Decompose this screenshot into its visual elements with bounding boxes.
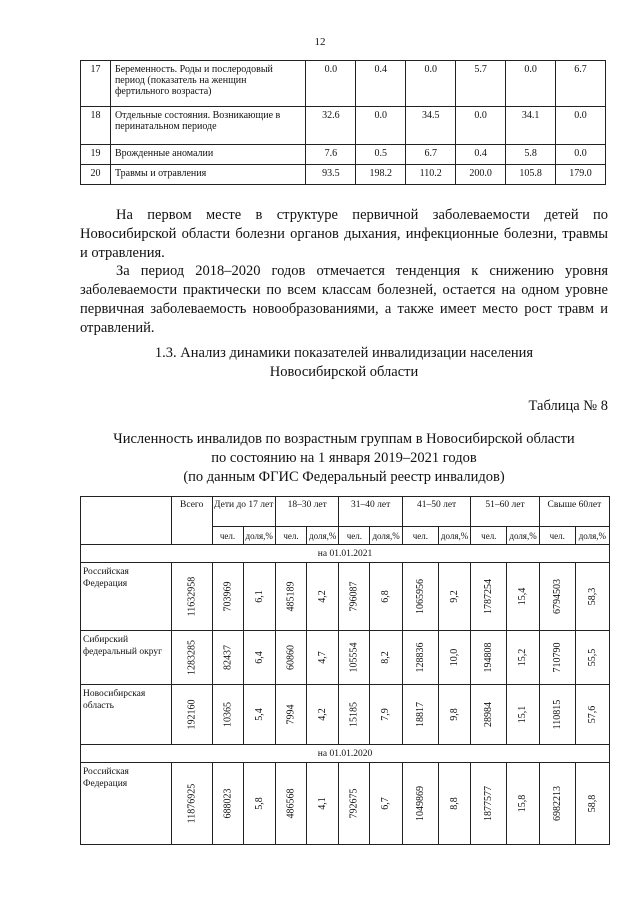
people-header: чел. — [275, 527, 306, 545]
people-value: 18817 — [414, 702, 426, 727]
people-value: 28984 — [483, 702, 495, 727]
people-value: 796087 — [348, 581, 360, 612]
people-header: чел. — [339, 527, 370, 545]
people-cell — [212, 563, 243, 631]
people-value: 792675 — [348, 788, 360, 819]
people-value: 7994 — [285, 704, 297, 725]
people-value: 105554 — [348, 642, 360, 673]
people-value: 710790 — [551, 642, 563, 673]
share-value: 58,8 — [586, 794, 598, 813]
people-value: 110815 — [551, 699, 563, 730]
share-header: доля,% — [507, 527, 539, 545]
row-number: 17 — [81, 61, 111, 107]
table-label: Таблица № 8 — [528, 398, 608, 414]
people-cell — [339, 685, 370, 745]
people-value: 486568 — [285, 788, 297, 819]
share-value: 4,7 — [317, 651, 329, 664]
share-cell — [575, 631, 609, 685]
people-value: 10365 — [222, 702, 233, 727]
table-row — [81, 563, 610, 631]
table-title-line2: по состоянию на 1 января 2019–2021 годов — [211, 450, 477, 466]
page-number: 12 — [314, 36, 326, 48]
share-value: 57,6 — [586, 705, 598, 724]
share-cell — [507, 631, 539, 685]
people-cell — [402, 631, 438, 685]
rate-value: 34.1 — [506, 107, 556, 145]
people-cell — [275, 763, 306, 845]
rate-value: 179.0 — [556, 165, 606, 185]
share-value: 6,7 — [380, 797, 392, 810]
share-cell — [243, 685, 275, 745]
people-cell — [275, 685, 306, 745]
total-value: 192160 — [186, 699, 198, 730]
share-value: 10,0 — [449, 648, 461, 667]
share-cell — [306, 563, 338, 631]
total-value: 11876925 — [186, 783, 198, 824]
share-value: 5,8 — [253, 797, 265, 810]
people-value: 688023 — [222, 788, 233, 819]
share-cell — [243, 763, 275, 845]
rate-value: 6.7 — [406, 145, 456, 165]
total-cell — [171, 685, 212, 745]
rate-value: 0.5 — [356, 145, 406, 165]
disease-name: Травмы и отравления — [110, 165, 306, 185]
rate-value: 0.0 — [556, 107, 606, 145]
age-group-header: 41–50 лет — [402, 497, 470, 527]
table-title — [80, 430, 608, 487]
age-group-header: 18–30 лет — [275, 497, 338, 527]
people-cell — [471, 763, 507, 845]
share-value: 15,8 — [517, 794, 529, 813]
share-value: 9,2 — [449, 590, 461, 603]
share-cell — [438, 763, 470, 845]
share-cell — [507, 763, 539, 845]
people-cell — [212, 631, 243, 685]
people-cell — [539, 685, 575, 745]
people-header: чел. — [212, 527, 243, 545]
people-value: 60860 — [285, 645, 297, 670]
table-row — [81, 165, 606, 185]
region-name: Российская Федерация — [81, 563, 172, 631]
section-row — [81, 745, 610, 763]
share-value: 4,1 — [317, 797, 329, 810]
region-name: Новосибирская область — [81, 685, 172, 745]
share-value: 8,8 — [449, 797, 461, 810]
share-cell — [306, 763, 338, 845]
share-cell — [575, 685, 609, 745]
total-value: 1283285 — [186, 640, 198, 676]
rate-value: 5.7 — [456, 61, 506, 107]
people-cell — [471, 631, 507, 685]
share-value: 6,8 — [380, 590, 392, 603]
rate-value: 198.2 — [356, 165, 406, 185]
share-cell — [370, 631, 402, 685]
rate-value: 93.5 — [306, 165, 356, 185]
share-cell — [438, 563, 470, 631]
share-cell — [575, 563, 609, 631]
share-header: доля,% — [438, 527, 470, 545]
header-row — [81, 497, 610, 527]
share-cell — [438, 685, 470, 745]
rate-value: 0.0 — [556, 145, 606, 165]
rate-value: 0.4 — [456, 145, 506, 165]
total-cell — [171, 631, 212, 685]
rate-value: 32.6 — [306, 107, 356, 145]
region-name: Сибирский федеральный округ — [81, 631, 172, 685]
disability-table — [80, 496, 610, 845]
people-cell — [539, 763, 575, 845]
table-row — [81, 145, 606, 165]
people-value: 1049869 — [414, 786, 426, 821]
header-corner — [81, 497, 172, 545]
share-value: 8,2 — [380, 651, 392, 664]
people-value: 703969 — [222, 581, 233, 612]
people-cell — [402, 763, 438, 845]
header-total: Всего — [171, 497, 212, 545]
share-value: 15,2 — [517, 648, 529, 667]
people-header: чел. — [539, 527, 575, 545]
section-label: на 01.01.2021 — [81, 545, 610, 563]
people-value: 1065956 — [414, 579, 426, 614]
people-header: чел. — [402, 527, 438, 545]
people-cell — [339, 763, 370, 845]
rate-value: 110.2 — [406, 165, 456, 185]
table-row — [81, 61, 606, 107]
share-cell — [370, 685, 402, 745]
share-header: доля,% — [243, 527, 275, 545]
people-value: 6794503 — [551, 579, 563, 614]
row-number: 19 — [81, 145, 111, 165]
people-cell — [471, 685, 507, 745]
section-heading — [80, 344, 608, 382]
rate-value: 0.0 — [506, 61, 556, 107]
share-header: доля,% — [370, 527, 402, 545]
share-value: 15,1 — [517, 705, 529, 724]
people-cell — [539, 563, 575, 631]
people-value: 6982213 — [551, 786, 563, 821]
disease-name: Отдельные состояния. Возникающие в перинатальном периоде — [110, 107, 306, 145]
rate-value: 0.0 — [306, 61, 356, 107]
people-cell — [275, 631, 306, 685]
share-value: 4,2 — [317, 708, 329, 721]
people-cell — [471, 563, 507, 631]
share-value: 15,4 — [517, 587, 529, 606]
share-cell — [306, 685, 338, 745]
table-row — [81, 685, 610, 745]
share-cell — [243, 631, 275, 685]
share-header: доля,% — [306, 527, 338, 545]
section-heading-line2: Новосибирской области — [269, 364, 419, 380]
row-number: 18 — [81, 107, 111, 145]
share-cell — [438, 631, 470, 685]
people-cell — [402, 685, 438, 745]
rate-value: 105.8 — [506, 165, 556, 185]
share-value: 55,5 — [586, 648, 598, 667]
total-cell — [171, 563, 212, 631]
share-value: 7,9 — [380, 708, 392, 721]
people-value: 1877577 — [483, 786, 495, 821]
section-row — [81, 545, 610, 563]
share-value: 6,1 — [253, 590, 265, 603]
disease-name: Врожденные аномалии — [110, 145, 306, 165]
table-row — [81, 763, 610, 845]
section-heading-line1: 1.3. Анализ динамики показателей инвалидизации населения — [154, 345, 534, 361]
age-group-header: Дети до 17 лет — [212, 497, 275, 527]
share-header: доля,% — [575, 527, 609, 545]
share-cell — [370, 763, 402, 845]
rate-value: 5.8 — [506, 145, 556, 165]
people-cell — [339, 563, 370, 631]
share-cell — [243, 563, 275, 631]
people-cell — [339, 631, 370, 685]
table-title-line1: Численность инвалидов по возрастным группам в Новосибирской области — [113, 431, 575, 447]
share-value: 9,8 — [449, 708, 461, 721]
rate-value: 34.5 — [406, 107, 456, 145]
share-value: 4,2 — [317, 590, 329, 603]
age-group-header: Свыше 60лет — [539, 497, 609, 527]
share-value: 6,4 — [253, 651, 265, 664]
rate-value: 200.0 — [456, 165, 506, 185]
row-number: 20 — [81, 165, 111, 185]
total-value: 11632958 — [186, 576, 198, 617]
share-value: 5,4 — [253, 708, 265, 721]
people-value: 1787254 — [483, 579, 495, 614]
people-cell — [275, 563, 306, 631]
people-value: 194808 — [483, 642, 495, 673]
age-group-header: 31–40 лет — [339, 497, 402, 527]
people-value: 485189 — [285, 581, 297, 612]
people-value: 82437 — [222, 645, 233, 670]
people-value: 128836 — [414, 642, 426, 673]
table-row — [81, 631, 610, 685]
share-cell — [575, 763, 609, 845]
rate-value: 0.0 — [406, 61, 456, 107]
region-name: Российская Федерация — [81, 763, 172, 845]
people-cell — [539, 631, 575, 685]
people-cell — [212, 685, 243, 745]
disease-name: Беременность. Роды и послеродовый период (показатель на женщин фертильного возраста) — [110, 61, 306, 107]
share-cell — [306, 631, 338, 685]
disease-table — [80, 60, 606, 185]
table-title-line3: (по данным ФГИС Федеральный реестр инвалидов) — [183, 469, 505, 485]
share-cell — [507, 685, 539, 745]
rate-value: 0.0 — [356, 107, 406, 145]
total-cell — [171, 763, 212, 845]
people-value: 15185 — [348, 702, 360, 727]
people-cell — [212, 763, 243, 845]
rate-value: 6.7 — [556, 61, 606, 107]
age-group-header: 51–60 лет — [471, 497, 539, 527]
rate-value: 0.4 — [356, 61, 406, 107]
share-cell — [370, 563, 402, 631]
table-row — [81, 107, 606, 145]
people-header: чел. — [471, 527, 507, 545]
share-cell — [507, 563, 539, 631]
paragraph-1: На первом месте в структуре первичной заболеваемости детей по Новосибирской области болезни органов дыхания, инфекционные болезни, травмы и отравления. — [80, 207, 608, 261]
rate-value: 7.6 — [306, 145, 356, 165]
section-label: на 01.01.2020 — [81, 745, 610, 763]
people-cell — [402, 563, 438, 631]
share-value: 58,3 — [586, 587, 598, 606]
paragraph-2: За период 2018–2020 годов отмечается тенденция к снижению уровня заболеваемости практически по всем классам болезней, остается на одном уровне первичная заболеваемость новообразованиями, а также имеет место рост травм и отравлений. — [80, 263, 608, 336]
rate-value: 0.0 — [456, 107, 506, 145]
